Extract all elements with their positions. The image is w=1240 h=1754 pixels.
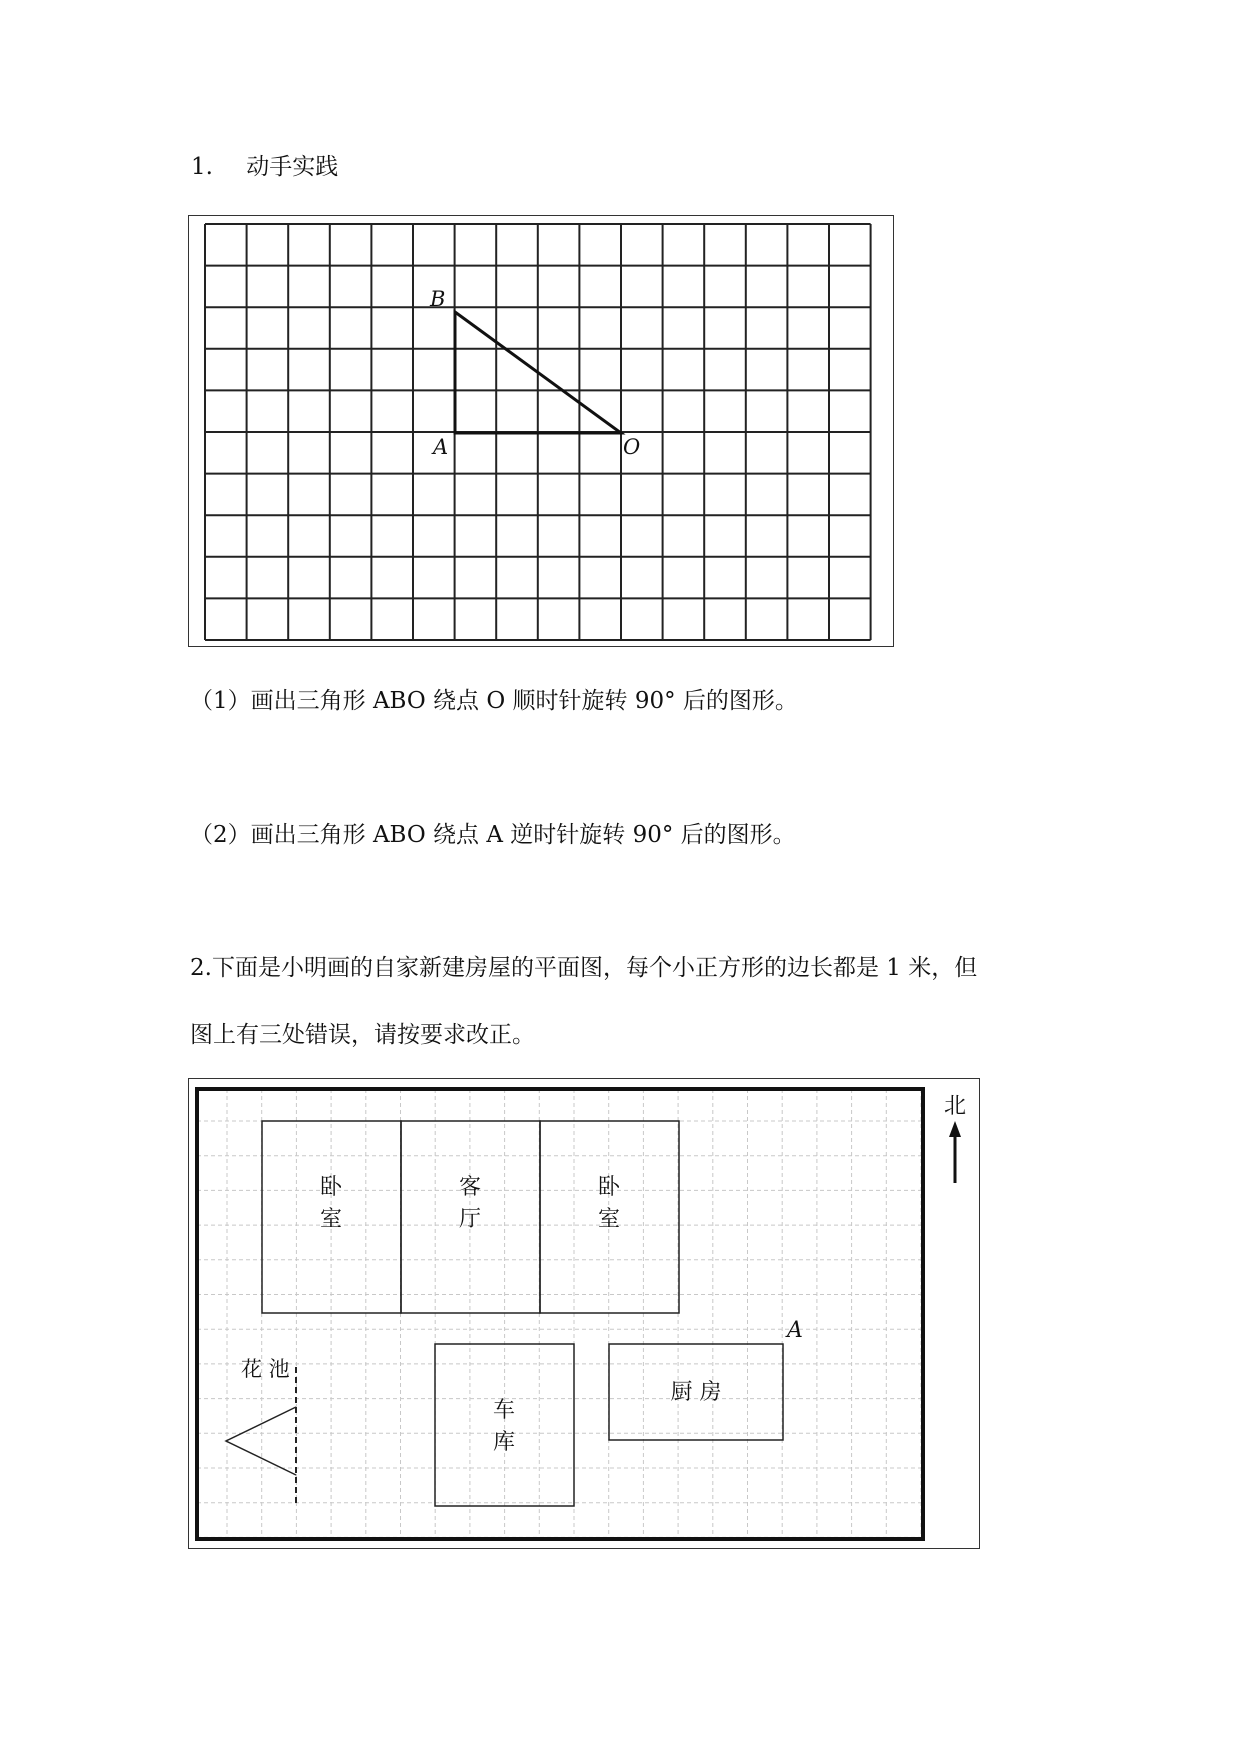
floor-plan-figure — [188, 1078, 980, 1549]
bedroom-right-label-2: 室 — [597, 1207, 621, 1232]
plan-boundary — [197, 1089, 923, 1539]
north-arrow-icon — [949, 1121, 961, 1183]
flower-bed-label: 花 池 — [241, 1357, 290, 1381]
q1-number: 1. — [191, 154, 213, 180]
bedroom-left-label-2: 室 — [319, 1207, 343, 1232]
point-o-label: O — [623, 435, 641, 459]
point-a-label: A — [433, 435, 449, 459]
grid-svg — [189, 216, 895, 648]
q2-line2: 图上有三处错误，请按要求改正。 — [190, 1022, 535, 1048]
plan-grid-lines — [197, 1089, 923, 1539]
q1-part1: （1）画出三角形 ABO 绕点 O 顺时针旋转 90° 后的图形。 — [190, 688, 798, 714]
q1-heading — [191, 152, 338, 182]
living-room-label-1: 客 — [458, 1175, 482, 1200]
point-b-label: B — [430, 287, 446, 311]
flower-bed-shape — [226, 1407, 296, 1475]
point-a-label: A — [787, 1318, 803, 1343]
north-label: 北 — [943, 1094, 967, 1119]
kitchen-label: 厨 房 — [670, 1380, 722, 1405]
q1-part2: （2）画出三角形 ABO 绕点 A 逆时针旋转 90° 后的图形。 — [190, 822, 796, 848]
bedroom-right-label-1: 卧 — [597, 1175, 621, 1200]
garage-label-1: 车 — [492, 1398, 516, 1423]
grid-figure — [188, 215, 894, 647]
living-room-label-2: 厅 — [458, 1207, 482, 1232]
q2-line1: 2.下面是小明画的自家新建房屋的平面图，每个小正方形的边长都是 1 米，但 — [190, 955, 978, 981]
bedroom-left-label-1: 卧 — [319, 1175, 343, 1200]
garage-label-2: 库 — [492, 1430, 516, 1455]
plan-svg — [189, 1079, 981, 1550]
q1-title: 动手实践 — [246, 154, 339, 180]
